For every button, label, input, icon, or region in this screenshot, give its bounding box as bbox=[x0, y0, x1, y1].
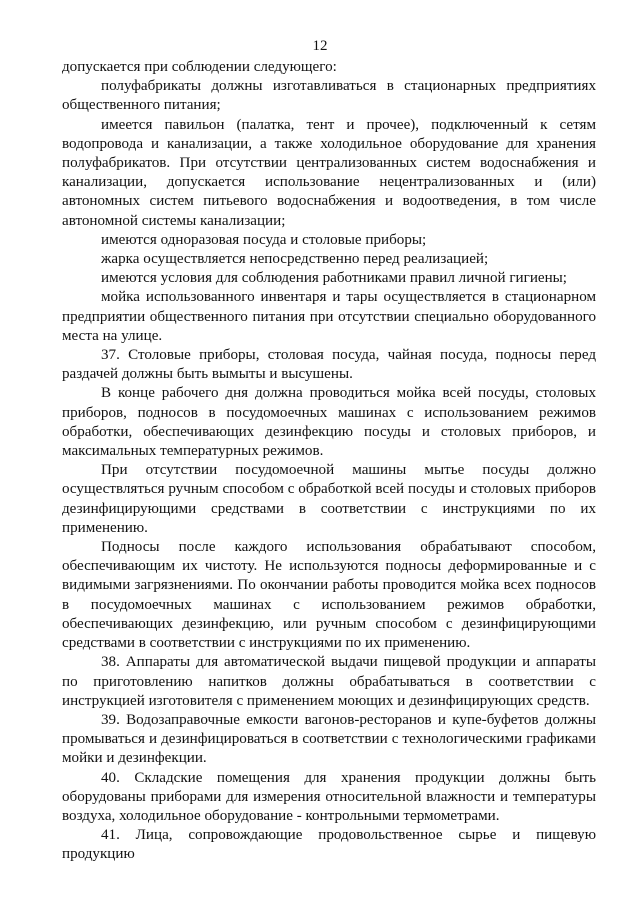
paragraph-semi-finished: полуфабрикаты должны изготавливаться в стационарных предприятиях общественного питания; bbox=[62, 78, 596, 114]
page-number: 12 bbox=[312, 38, 328, 54]
paragraph-item-40: 40. Складские помещения для хранения продукции должны быть оборудованы приборами для измерения относительной влажности и температуры воздуха, холодильное оборудование - контрольными термометрами. bbox=[62, 769, 596, 824]
paragraph-washing-inventory: мойка использованного инвентаря и тары осуществляется в стационарном предприятии общественного питания при отсутствии специально оборудованного места на улице. bbox=[62, 289, 596, 344]
paragraph-disposable-dishes: имеются одноразовая посуда и столовые приборы; bbox=[101, 231, 427, 248]
paragraph-frying: жарка осуществляется непосредственно перед реализацией; bbox=[101, 251, 489, 268]
document-body bbox=[62, 58, 596, 865]
paragraph-intro: допускается при соблюдении следующего: bbox=[62, 59, 337, 75]
paragraph-end-of-day: В конце рабочего дня должна проводиться мойка всей посуды, столовых приборов, подносов в посудомоечных машинах с использованием режимов обработки, обеспечивающих дезинфекцию посуды и столовых приборов, и максимальных температурных режимов. bbox=[62, 385, 596, 460]
paragraph-item-41: 41. Лица, сопровождающие продовольственное сырье и пищевую продукцию bbox=[62, 827, 596, 863]
paragraph-item-39: 39. Водозаправочные емкости вагонов-ресторанов и купе-буфетов должны промываться и дезинфицироваться в соответствии с технологическими графиками мойки и дезинфекции. bbox=[62, 711, 596, 767]
paragraph-item-37: 37. Столовые приборы, столовая посуда, чайная посуда, подносы перед раздачей должны быть вымыты и высушены. bbox=[62, 347, 596, 383]
paragraph-item-38: 38. Аппараты для автоматической выдачи пищевой продукции и аппараты по приготовлению напитков должны обрабатываться в соответствии с инструкцией изготовителя с применением моющих и дезинфицирующих средств. bbox=[62, 654, 596, 709]
paragraph-no-dishwasher: При отсутствии посудомоечной машины мытье посуды должно осуществляться ручным способом с обработкой всей посуды и столовых приборов дезинфицирующими средствами в соответствии с инструкциями по их применению. bbox=[62, 462, 596, 536]
paragraph-hygiene: имеются условия для соблюдения работниками правил личной гигиены; bbox=[101, 270, 568, 287]
paragraph-trays: Подносы после каждого использования обрабатывают способом, обеспечивающим их чистоту. Не используются подносы деформированные и с видимыми загрязнениями. По окончании работы проводится мойка всех подносов в посудомоечных машинах с использованием режимов обработки, обеспечивающих дезинфекцию, или ручным способом с дезинфицирующими средствами в соответствии с инструкциями по их применению. bbox=[62, 539, 596, 652]
paragraph-pavilion: имеется павильон (палатка, тент и прочее), подключенный к сетям водопровода и канализации, а также холодильное оборудование для хранения полуфабрикатов. При отсутствии централизованных систем водоснабжения и канализации, допускается использование нецентрализованных и (или) автономных систем питьевого водоснабжения и водоотведения, в том числе автономной системы канализации; bbox=[62, 116, 596, 229]
